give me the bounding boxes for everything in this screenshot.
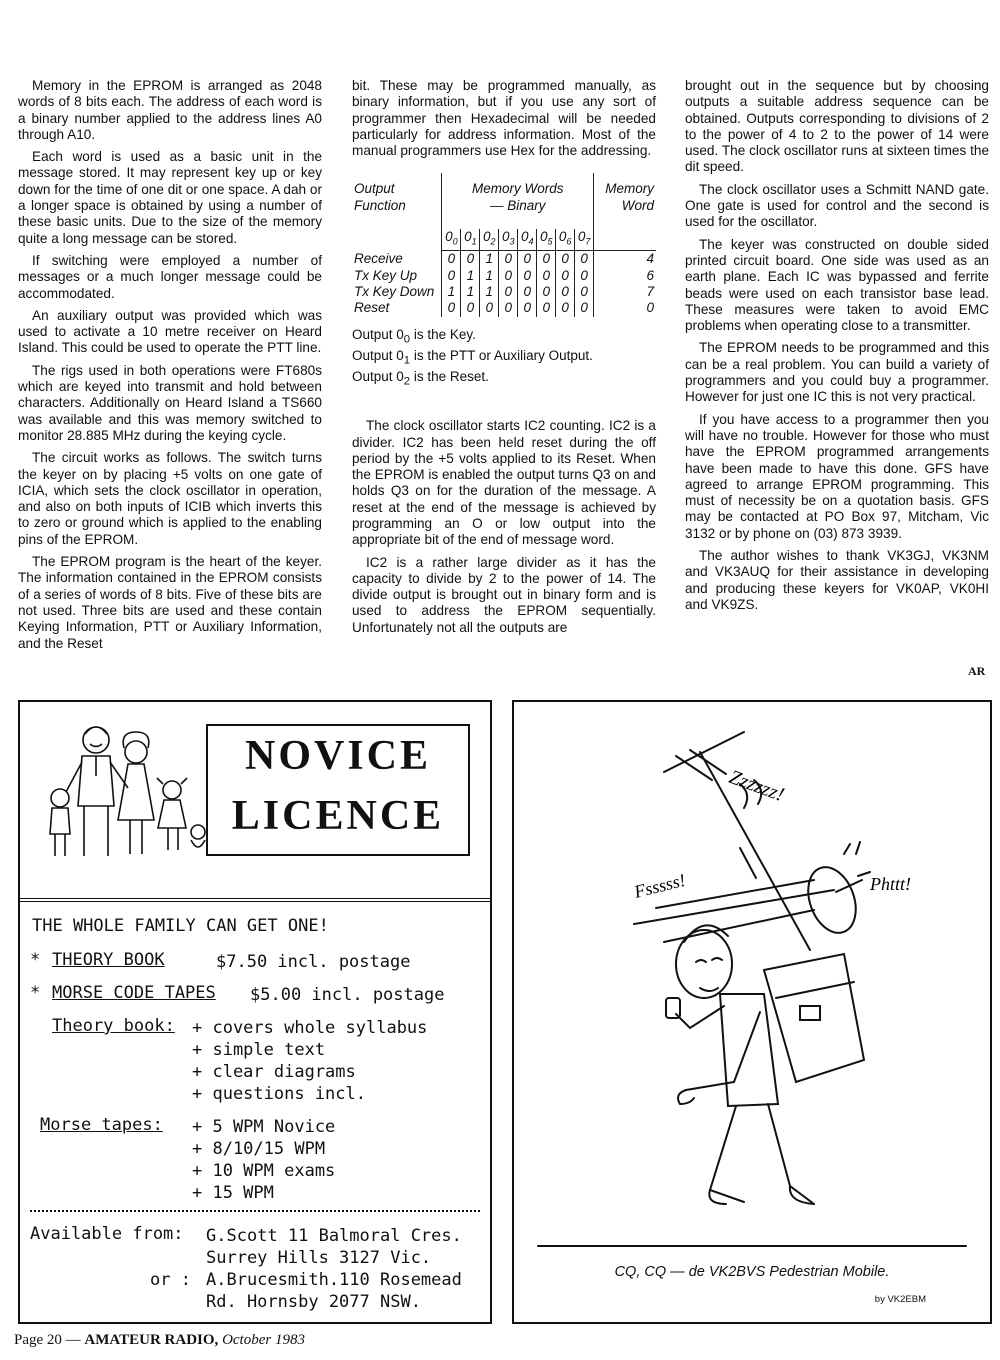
page-number: Page 20 —	[14, 1332, 81, 1348]
output-note: Output $0_1$ is the PTT or Auxiliary Output.	[352, 347, 593, 367]
bit-column-header: $0_2$	[480, 229, 499, 250]
ad-title-licence: LICENCE	[231, 793, 445, 839]
bit-cell: 0	[537, 268, 556, 284]
bit-column-header: $0_1$	[461, 229, 480, 250]
cartoon-credit: by VK2EBM	[874, 1294, 926, 1305]
address-line: G.Scott 11 Balmoral Cres.	[206, 1226, 462, 1246]
address-line: Rd. Hornsby 2077 NSW.	[206, 1292, 421, 1312]
article-column-1	[18, 78, 322, 658]
bit-cell: 0	[537, 300, 556, 316]
paragraph: The author wishes to thank VK3GJ, VK3NM and VK3AUQ for their assistance in developing and producing these keyers for VK0AP, VK0HI and VK9ZS.	[685, 548, 989, 612]
row-label: Tx Key Up	[354, 267, 418, 283]
ad-item-star: *	[30, 983, 41, 1003]
bit-column-header: $0_3$	[499, 229, 518, 250]
novice-licence-ad	[18, 700, 492, 1324]
table-row	[352, 251, 656, 268]
bit-column-header: $0_0$	[442, 229, 461, 250]
paragraph: IC2 is a rather large divider as it has the capacity to divide by 2 to the power of 14. The divide output is brought out in binary form and is used to address the EPROM sequentially. Unfortunately not all the outputs are	[352, 554, 656, 635]
morse-point: + 5 WPM Novice	[192, 1117, 336, 1137]
memory-table	[352, 173, 656, 316]
output-note: Output $0_2$ is the Reset.	[352, 369, 489, 388]
table-row	[352, 300, 656, 316]
magazine-name: AMATEUR RADIO,	[84, 1332, 219, 1348]
bit-cell: 0	[499, 251, 518, 268]
bit-cell: 1	[480, 251, 499, 268]
bit-cell: 0	[537, 251, 556, 268]
bit-cell: 0	[556, 300, 575, 316]
article-column-2	[352, 78, 656, 642]
theory-book-label: Theory book:	[52, 1016, 175, 1036]
table-body	[352, 251, 656, 317]
address-line: A.Brucesmith.110 Rosemead	[206, 1270, 462, 1290]
bit-cell: 0	[518, 251, 537, 268]
ad-tagline: THE WHOLE FAMILY CAN GET ONE!	[32, 916, 329, 936]
bit-cell: 0	[556, 284, 575, 300]
table-head-word: Word	[621, 197, 654, 213]
paragraph: Each word is used as a basic unit in the message stored. It may represent key up or key down for the time of one dit or one space. A dah or a longer space is obtained by using a number of these basic units. Due to the size of the memory quite a long message can be stored.	[18, 149, 322, 246]
ad-item-morse-tapes: MORSE CODE TAPES	[52, 983, 216, 1003]
page-footer	[14, 1332, 305, 1349]
paragraph: bit. These may be programmed manually, as binary information, but if you use any sort of programmer then Hexadecimal will be needed particularly for address information. Most of the manual programmers use Hex for the addressing.	[352, 78, 656, 159]
morse-point: + 15 WPM	[192, 1183, 274, 1203]
ad-divider	[20, 898, 490, 902]
bit-cell: 0	[499, 300, 518, 316]
cartoon-caption: CQ, CQ — de VK2BVS Pedestrian Mobile.	[614, 1264, 890, 1280]
ad-dotted-divider	[30, 1210, 480, 1212]
bit-column-header: $0_5$	[537, 229, 556, 250]
output-notes	[352, 327, 656, 391]
table-head-memory: Memory	[605, 181, 654, 197]
bit-cell: 0	[575, 284, 594, 300]
pedestrian-mobile-cartoon	[514, 702, 990, 1262]
table-head-memory-words: Memory Words	[471, 181, 564, 197]
morse-point: + 10 WPM exams	[192, 1161, 336, 1181]
bit-cell: 0	[575, 268, 594, 284]
bit-cell: 1	[480, 284, 499, 300]
row-label: Reset	[354, 300, 390, 316]
novice-licence-title-box	[206, 724, 470, 856]
paragraph: The EPROM needs to be programmed and this can be a real problem. You can build a variety of programmers and you could buy a programmer. However for just one IC this is not very practical.	[685, 340, 989, 405]
bit-cell: 1	[461, 268, 480, 284]
ad-title-novice: NOVICE	[244, 733, 432, 779]
available-from-label: Available from:	[30, 1224, 184, 1244]
ad-item-morse-price: $5.00 incl. postage	[250, 985, 445, 1005]
output-note: Output $0_0$ is the Key.	[352, 326, 476, 346]
cartoon-panel	[512, 700, 992, 1324]
paragraph: Memory in the EPROM is arranged as 2048 words of 8 bits each. The address of each word is a binary number applied to the address lines A0 through A10.	[18, 78, 322, 142]
paragraph: The keyer was constructed on double sided printed circuit board. One side was used as an earth plane. Each IC was bypassed and ferrite beads were used on each transistor base lead. These measures were taken to avoid EMC problems when operating close to a transmitter.	[685, 236, 989, 334]
address-line: Surrey Hills 3127 Vic.	[206, 1248, 432, 1268]
ad-item-theory-book: THEORY BOOK	[52, 950, 165, 970]
memory-word-cell: 6	[594, 268, 656, 284]
bit-cell: 1	[442, 284, 461, 300]
row-label: Tx Key Down	[354, 284, 435, 300]
bit-cell: 0	[461, 251, 480, 268]
bit-cell: 0	[518, 300, 537, 316]
theory-point: + questions incl.	[192, 1084, 366, 1104]
table-head-function: Function	[354, 197, 406, 213]
bit-cell: 0	[575, 300, 594, 316]
theory-point: + covers whole syllabus	[192, 1018, 428, 1038]
bit-cell: 0	[461, 300, 480, 316]
article-column-3	[685, 78, 989, 619]
issue-date: October 1983	[222, 1332, 305, 1348]
bit-cell: 0	[556, 268, 575, 284]
theory-point: + clear diagrams	[192, 1062, 356, 1082]
family-illustration	[38, 712, 208, 862]
bit-cell: 0	[499, 284, 518, 300]
table-row	[352, 268, 656, 284]
bit-cell: 0	[499, 268, 518, 284]
bit-cell: 0	[442, 268, 461, 284]
memory-word-cell: 4	[594, 251, 656, 268]
bit-column-header: $0_6$	[556, 229, 575, 250]
bit-cell: 0	[518, 268, 537, 284]
morse-tapes-label: Morse tapes:	[40, 1115, 163, 1135]
bit-cell: 0	[537, 284, 556, 300]
morse-point: + 8/10/15 WPM	[192, 1139, 326, 1159]
bit-cell: 0	[442, 300, 461, 316]
bit-column-header: $0_4$	[518, 229, 537, 250]
cartoon-sfx-phht: Phttt!	[870, 874, 911, 894]
memory-word-cell: 0	[594, 300, 656, 316]
paragraph: The circuit works as follows. The switch turns the keyer on by placing +5 volts on one gate of ICIA, which sets the clock oscillator in operation, and also on both inputs of ICIB which inverts this to zero or ground which is applied to the enabling pins of the EPROM.	[18, 450, 322, 547]
bit-cell: 0	[442, 251, 461, 268]
paragraph: The EPROM program is the heart of the keyer. The information contained in the EPROM consists of a series of words of 8 bits. Five of these bits are not used. Three bits are used and these contain Keying Information, PTT or Auxiliary Information, and the Reset	[18, 554, 322, 651]
bit-column-header: $0_7$	[575, 229, 594, 250]
cartoon-sfx-zzz: Zzzzzz!	[726, 766, 788, 807]
paragraph: An auxiliary output was provided which was used to activate a 10 metre receiver on Heard Island. This could be used to operate the PTT line.	[18, 307, 322, 356]
paragraph: brought out in the sequence but by choosing outputs a suitable address sequence can be obtained. Outputs corresponding to divisions of 2 to the power of 4 to 2 to the power of 14 were used. The clock oscillator runs at sixteen times the dit speed.	[685, 78, 989, 175]
bit-cell: 0	[518, 284, 537, 300]
table-head-binary: — Binary	[489, 197, 546, 213]
paragraph: If you have access to a programmer then you will have no trouble. However for those who must have the EPROM programmed arrangements have been made to have this done. GFS have agreed to arrange EPROM programming. This must of necessity be on a quotation basis. GFS may be contacted at PO Box 97, Mitcham, Vic 3132 or by phone on (03) 873 3939.	[685, 411, 989, 541]
article-end-mark: AR	[968, 664, 986, 678]
paragraph: If switching were employed a number of messages or a much longer message could be accommodated.	[18, 252, 322, 301]
or-label: or :	[150, 1270, 191, 1290]
bit-cell: 0	[556, 251, 575, 268]
row-label: Receive	[354, 250, 403, 266]
paragraph: The rigs used in both operations were FT680s which are keyed into transmit and hold between characters. Additionally on Heard Island a TS660 was available and this was memory switched to monitor 28.885 MHz during the keying cycle.	[18, 362, 322, 443]
bit-cell: 0	[575, 251, 594, 268]
table-row	[352, 284, 656, 300]
ad-item-theory-price: $7.50 incl. postage	[216, 952, 411, 972]
paragraph: The clock oscillator uses a Schmitt NAND gate. One gate is used for control and the second is used for the oscillator.	[685, 181, 989, 230]
paragraph: The clock oscillator starts IC2 counting. IC2 is a divider. IC2 has been held reset during the off period by the +5 volts applied to its Reset. When the EPROM is enabled the output turns Q3 on and holds Q3 on for the duration of the message. A reset at the end of the message is achieved by programming an O or low output into the appropriate bit of the end of message word.	[352, 418, 656, 548]
memory-word-cell: 7	[594, 284, 656, 300]
theory-point: + simple text	[192, 1040, 326, 1060]
table-bit-header	[352, 229, 656, 250]
bit-cell: 1	[480, 268, 499, 284]
bit-cell: 0	[480, 300, 499, 316]
bit-cell: 1	[461, 284, 480, 300]
table-head-output: Output	[354, 181, 395, 197]
ad-item-star: *	[30, 950, 41, 970]
cartoon-sfx-fsss: Fsssss!	[632, 869, 688, 902]
